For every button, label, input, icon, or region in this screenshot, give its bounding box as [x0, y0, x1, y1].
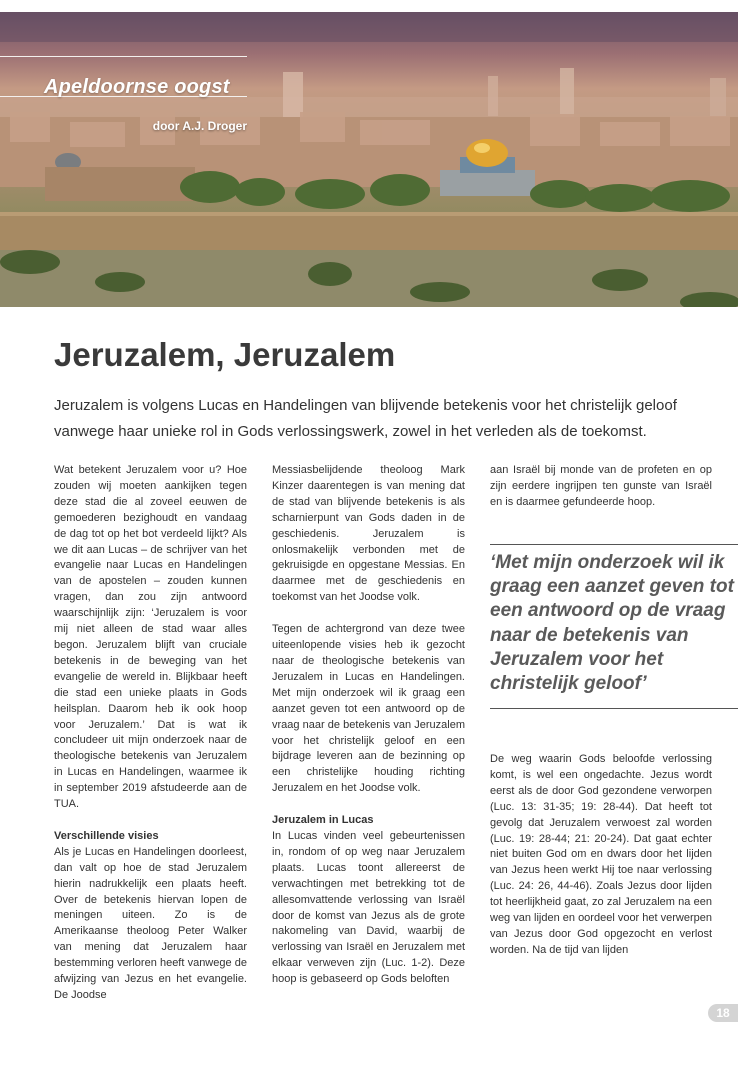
column-3-top [490, 463, 712, 511]
paragraph: Als je Lucas en Handelingen doorleest, dan valt op hoe de stad Jeruzalem hierin nadrukkelijk een plaats heeft. Over de betekenis hiervan lopen de meningen uiteen. Zo is de Amerikaanse theoloog Peter Walker van mening dat Jeruzalem haar bestemming verloren heeft vanwege de afwijzing van Jezus en het evangelie. De Joodse [54, 845, 247, 1001]
article-title: Jeruzalem, Jeruzalem [54, 336, 396, 373]
paragraph: Tegen de achtergrond van deze twee uiteenlopende visies heb ik gezocht naar de theologische betekenis van Jeruzalem in Lucas en Handelingen. Met mijn onderzoek wil ik graag een aanzet geven tot een antwoord op de vraag naar de betekenis van Jeruzalem voor het christelijk geloof en een bijdrage leveren aan de bezinning op een christelijke houding richting Jeruzalem en het Joodse volk. [272, 623, 465, 795]
byline: door A.J. Droger [152, 119, 247, 133]
series-rule-top [0, 56, 247, 57]
paragraph: aan Israël bij monde van de profeten en op zijn eerdere ingrijpen ten gunste van Israël en is daarmee gefundeerde hoop. [490, 464, 712, 508]
paragraph: Wat betekent Jeruzalem voor u? Hoe zouden wij moeten aankijken tegen deze stad die al zoveel eeuwen de gemoederen bezighoudt en vandaag de dag tot op het bot verdeeld lijkt? Als we dit aan Lucas – de schrijver van het evangelie naar Lucas en Handelingen van de apostelen – zouden kunnen vragen, dan zou zijn antwoord waarschijnlijk zijn: ‘Jeruzalem is voor mij niet alleen de stad waar alles begon. Jeruzalem blijft van cruciale betekenis in de beweging van het evangelie de wereld in. Blijkbaar heeft die stad een unieke plaats in Gods heilsplan. Daarom heb ik ook hoop voor Jeruzalem.’ Dat is wat ik concludeer uit mijn onderzoek naar de theologische betekenis van Jeruzalem in Lucas en Handelingen, waarmee ik in september 2019 afstudeerde aan de TUA. [54, 464, 247, 811]
column-3-bottom [490, 752, 712, 959]
hero-photo-jerusalem [0, 12, 738, 307]
paragraph: Messiasbelijdende theoloog Mark Kinzer daarentegen is van mening dat de stad van blijvende betekenis is als scharnierpunt van Gods daden in de geschiedenis. Jeruzalem is onlosmakelijk verbonden met de gekruisigde en opgestane Messias. En daarmee met de geschiedenis en toekomst van het Joodse volk. [272, 464, 465, 604]
paragraph: In Lucas vinden veel gebeurtenissen in, rondom of op weg naar Jeruzalem plaats. Lucas toont allereerst de verwachtingen met betrekking tot de allesomvattende verlossing van Israël door de komst van Jezus als de grote nakomeling van David, waarbij de verlossing van Israël en Jeruzalem met elkaar verweven zijn (Luc. 1-2). Deze hoop is gebaseerd op Gods beloften [272, 830, 465, 986]
subheading: Verschillende visies [54, 829, 159, 842]
subheading: Jeruzalem in Lucas [272, 814, 374, 827]
article-lead: Jeruzalem is volgens Lucas en Handelingen van blijvende betekenis voor het christelijk geloof vanwege haar unieke rol in Gods verlossingswerk, zowel in het verleden als de toekomst. [54, 397, 677, 440]
page-number: 18 [708, 1004, 738, 1022]
paragraph: De weg waarin Gods beloofde verlossing komt, is wel een ongedachte. Jezus wordt eerst als de door God gezondene verworpen (Luc. 13: 31-35; 19: 28-44). Dat heeft tot gevolg dat Jeruzalem verwoest zal worden (Luc. 19: 28-44; 21: 20-24). Dat gaat echter niet buiten God om en dwars door het lijden van Jezus heen werkt Hij toe naar verlossing (Luc. 24: 26, 44-46). Zoals Jezus door lijden tot heerlijkheid gaat, zo zal Jeruzalem na een weg van lijden en oordeel voor het verwerpen van Jezus door God opgezocht en verlost worden. Na de tijd van lijden [490, 753, 712, 956]
pull-quote-text: ‘Met mijn onderzoek wil ik graag een aanzet geven tot een antwoord op de vraag naar de betekenis van Jeruzalem voor het christelijk geloof’ [490, 552, 734, 695]
pull-quote [490, 544, 738, 709]
series-title: Apeldoornse oogst [44, 76, 230, 98]
column-1 [54, 463, 247, 1004]
column-2 [272, 463, 465, 988]
